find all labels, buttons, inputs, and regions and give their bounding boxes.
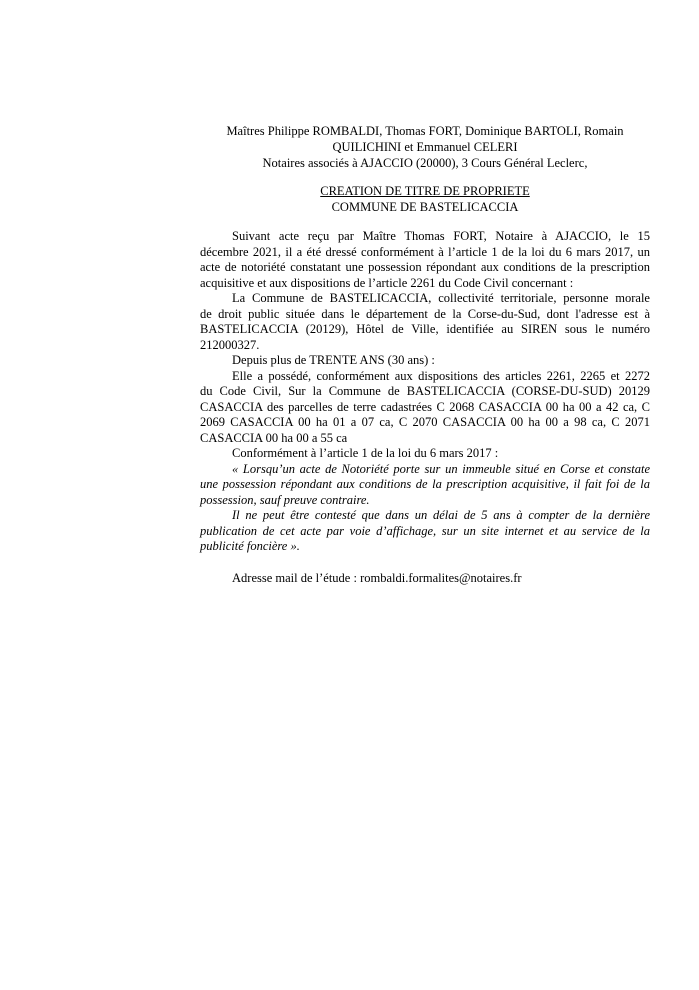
quote-line: « Lorsqu’un acte de Notoriété porte sur un immeuble situé en Corse et constate bbox=[232, 461, 650, 476]
paragraph-line: 212000327. bbox=[200, 337, 260, 352]
quote-paragraph-1 bbox=[200, 462, 650, 509]
document-title bbox=[200, 183, 650, 215]
paragraph-line: acte de notoriété constatant une possession répondant aux conditions de la prescription bbox=[200, 260, 650, 274]
quote-line: une possession répondant aux conditions de la prescription acquisitive, il fait foi de la bbox=[200, 477, 650, 491]
paragraph-loi bbox=[200, 446, 650, 462]
document-body bbox=[200, 229, 650, 586]
paragraph-acte bbox=[200, 229, 650, 291]
header-line-2: QUILICHINI et Emmanuel CELERI bbox=[332, 140, 518, 154]
paragraph-line: Depuis plus de TRENTE ANS (30 ans) : bbox=[232, 353, 435, 367]
title-line-1: CREATION DE TITRE DE PROPRIETE bbox=[320, 184, 530, 198]
title-line-2: COMMUNE DE BASTELICACCIA bbox=[331, 200, 519, 214]
header-line-1: Maîtres Philippe ROMBALDI, Thomas FORT, Dominique BARTOLI, Romain bbox=[226, 124, 624, 138]
contact-paragraph bbox=[200, 571, 650, 587]
paragraph-line: CASACCIA 00 ha 00 a 55 ca bbox=[200, 430, 348, 445]
notary-header bbox=[200, 123, 650, 171]
paragraph-line: de droit public située dans le département de la Corse-du-Sud, dont l'adresse est à bbox=[200, 306, 650, 321]
contact-email: Adresse mail de l’étude : rombaldi.formalites@notaires.fr bbox=[232, 570, 522, 585]
paragraph-line: CASACCIA des parcelles de terre cadastrées C 2068 CASACCIA 00 ha 00 a 42 ca, C bbox=[200, 399, 650, 414]
quote-line: possession, sauf preuve contraire. bbox=[200, 492, 370, 507]
paragraph-commune bbox=[200, 291, 650, 353]
quote-line: Il ne peut être contesté que dans un délai de 5 ans à compter de la dernière bbox=[232, 508, 650, 522]
paragraph-line: BASTELICACCIA (20129), Hôtel de Ville, identifiée au SIREN sous le numéro bbox=[200, 322, 650, 336]
paragraph-line: La Commune de BASTELICACCIA, collectivité territoriale, personne morale bbox=[232, 291, 650, 305]
paragraph-line: 2069 CASACCIA 00 ha 01 a 07 ca, C 2070 CASACCIA 00 ha 00 a 98 ca, C 2071 bbox=[200, 415, 650, 429]
quote-line: publication de cet acte par voie d’affichage, sur un site internet et au service de la bbox=[200, 523, 650, 538]
paragraph-line: du Code Civil, Sur la Commune de BASTELICACCIA (CORSE-DU-SUD) 20129 bbox=[200, 384, 650, 398]
paragraph-possession bbox=[200, 369, 650, 447]
paragraph-line: Elle a possédé, conformément aux dispositions des articles 2261, 2265 et 2272 bbox=[232, 368, 650, 383]
header-line-3: Notaires associés à AJACCIO (20000), 3 Cours Général Leclerc, bbox=[262, 156, 588, 170]
paragraph-line: acquisitive et aux dispositions de l’article 2261 du Code Civil concernant : bbox=[200, 275, 574, 290]
paragraph-duree bbox=[200, 353, 650, 369]
paragraph-line: Suivant acte reçu par Maître Thomas FORT, Notaire à AJACCIO, le 15 bbox=[232, 229, 650, 243]
quote-paragraph-2 bbox=[200, 508, 650, 555]
paragraph-line: décembre 2021, il a été dressé conformément à l’article 1 de la loi du 6 mars 2017, un bbox=[200, 244, 650, 259]
quote-line: publicité foncière ». bbox=[200, 539, 300, 553]
paragraph-line: Conformément à l’article 1 de la loi du 6 mars 2017 : bbox=[232, 446, 499, 460]
